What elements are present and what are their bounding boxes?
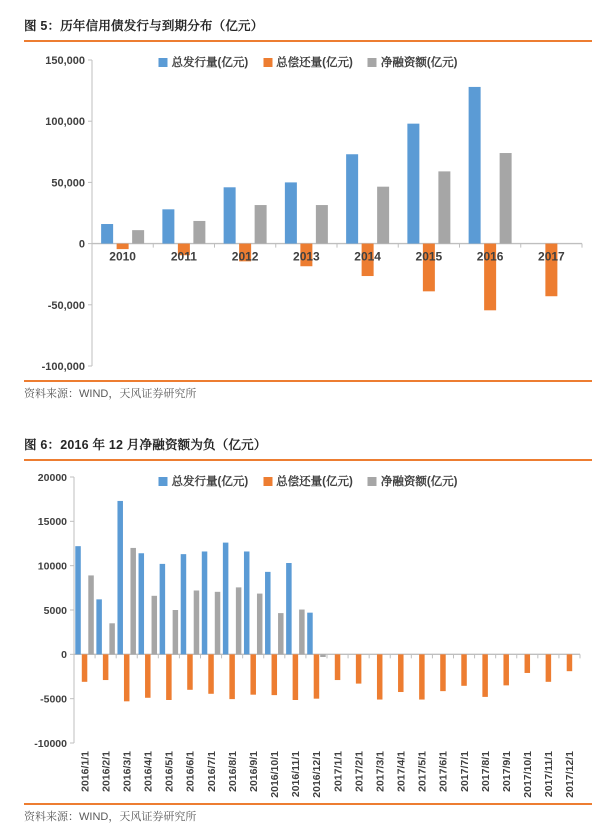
bar	[546, 655, 552, 682]
x-category-label: 2017/7/1	[458, 751, 471, 793]
x-category-label: 2016/10/1	[269, 751, 282, 799]
y-tick-label: 0	[61, 649, 67, 662]
bar	[377, 655, 383, 700]
bar	[124, 655, 130, 702]
legend-label-issuance: 总发行量(亿元)	[171, 57, 249, 69]
legend-label-repayment: 总偿还量(亿元)	[276, 476, 353, 489]
legend-swatch-issuance	[158, 58, 167, 67]
legend-item-net	[368, 58, 458, 70]
bar	[166, 655, 172, 701]
bar	[224, 187, 236, 243]
x-category-label: 2013	[293, 249, 320, 264]
y-tick-label: -10000	[34, 738, 67, 751]
legend-label-issuance: 总发行量(亿元)	[171, 476, 249, 489]
bar	[307, 613, 313, 655]
bar	[109, 624, 115, 655]
x-category-label: 2017	[538, 249, 565, 264]
bar	[130, 548, 136, 654]
figure-6-source-rule	[24, 803, 592, 805]
bar	[265, 572, 271, 654]
bar	[88, 576, 94, 655]
bar	[75, 546, 81, 654]
bar	[299, 610, 305, 655]
x-category-label: 2014	[354, 249, 381, 264]
bar	[202, 552, 208, 655]
y-tick-label: 10000	[37, 560, 67, 573]
x-category-label: 2016/9/1	[247, 751, 260, 793]
bar	[461, 655, 467, 686]
bar	[377, 187, 389, 244]
bar	[101, 224, 113, 244]
bar	[145, 655, 151, 698]
x-category-label: 2016/3/1	[121, 751, 134, 793]
x-category-label: 2016/2/1	[100, 751, 113, 793]
x-category-label: 2010	[109, 249, 136, 264]
figure-5	[24, 16, 592, 401]
bar	[314, 655, 320, 699]
bar	[346, 154, 358, 243]
bar	[500, 153, 512, 244]
figure-5-source: 资料来源：WIND，天风证券研究所	[24, 388, 197, 400]
legend-label-net: 净融资额(亿元)	[380, 476, 458, 489]
figure-5-chart-area	[24, 46, 592, 378]
x-category-label: 2017/4/1	[395, 751, 408, 793]
x-category-label: 2017/11/1	[543, 751, 556, 798]
x-category-label: 2016/6/1	[184, 751, 197, 793]
bar	[272, 655, 278, 696]
figure-6-title: 图 6：2016 年 12 月净融资额为负（亿元）	[24, 438, 267, 453]
legend-swatch-repayment	[263, 477, 272, 486]
bar	[193, 221, 205, 244]
figure-5-title: 图 5：历年信用债发行与到期分布（亿元）	[24, 19, 264, 33]
bar	[208, 655, 214, 694]
figure-5-title-rule	[24, 40, 592, 42]
bar	[215, 592, 221, 655]
bar	[285, 182, 297, 243]
x-category-label: 2016	[476, 249, 504, 264]
x-category-label: 2016/1/1	[79, 751, 92, 793]
bar	[286, 563, 292, 654]
y-tick-label: 5000	[43, 605, 67, 618]
bar	[117, 501, 123, 654]
bar	[419, 655, 425, 700]
y-tick-label: 100,000	[45, 116, 85, 129]
bar	[438, 171, 450, 243]
bar	[482, 655, 488, 698]
x-category-label: 2012	[231, 249, 259, 264]
x-category-label: 2016/11/1	[290, 751, 303, 798]
x-category-label: 2017/1/1	[332, 751, 345, 793]
bar	[160, 564, 166, 654]
legend-item-issuance	[158, 58, 248, 70]
figure-6	[24, 435, 592, 824]
bar	[278, 613, 284, 654]
bar	[229, 655, 235, 700]
x-category-label: 2017/12/1	[564, 751, 577, 799]
legend-item-repayment	[263, 477, 353, 489]
bar	[162, 209, 174, 243]
y-tick-label: -50,000	[47, 299, 85, 312]
bar	[117, 244, 129, 250]
x-category-label: 2017/6/1	[437, 751, 450, 793]
bar	[356, 655, 362, 684]
bar	[335, 655, 341, 681]
legend-item-net	[368, 477, 458, 489]
bar	[293, 655, 299, 701]
x-category-label: 2017/10/1	[522, 751, 535, 799]
bar	[440, 655, 446, 692]
figure-6-source: 资料来源：WIND，天风证券研究所	[24, 811, 197, 824]
bar	[469, 87, 481, 244]
figure-6-chart-area	[24, 465, 592, 801]
bar	[316, 205, 328, 244]
bar	[139, 554, 145, 655]
bar	[152, 596, 158, 655]
bar	[250, 655, 256, 695]
y-tick-label: 20000	[37, 472, 67, 485]
x-category-label: 2016/12/1	[311, 751, 324, 799]
y-tick-label: 150,000	[45, 54, 85, 67]
bar	[255, 205, 267, 244]
bar	[525, 655, 531, 674]
legend-swatch-repayment	[263, 58, 272, 67]
x-category-label: 2016/4/1	[142, 751, 155, 793]
bar	[320, 655, 326, 658]
bar	[223, 543, 229, 655]
bar	[407, 124, 419, 244]
bar	[132, 230, 144, 243]
bar	[82, 655, 88, 682]
bar	[103, 655, 109, 681]
x-category-label: 2017/3/1	[374, 751, 387, 793]
y-tick-label: 0	[78, 238, 85, 251]
bar	[194, 591, 200, 655]
y-tick-label: 50,000	[51, 177, 85, 190]
legend-item-issuance	[158, 477, 248, 489]
x-category-label: 2017/5/1	[416, 751, 429, 793]
bar	[398, 655, 404, 693]
figure-5-source-rule	[24, 380, 592, 382]
y-tick-label: 15000	[37, 516, 67, 529]
figure-6-title-rule	[24, 459, 592, 461]
legend-swatch-issuance	[158, 477, 167, 486]
legend-label-repayment: 总偿还量(亿元)	[276, 57, 353, 69]
x-category-label: 2015	[415, 249, 443, 264]
x-category-label: 2016/7/1	[205, 751, 218, 793]
legend-item-repayment	[263, 58, 353, 70]
x-category-label: 2011	[170, 249, 197, 264]
x-category-label: 2017/9/1	[500, 751, 513, 793]
y-tick-label: -5000	[40, 693, 67, 706]
bar	[96, 600, 102, 655]
x-category-label: 2016/5/1	[163, 751, 176, 793]
monthly-bond-bar-chart	[24, 465, 594, 801]
bar	[236, 588, 242, 655]
bar	[244, 552, 250, 655]
figure-5-legend	[158, 58, 457, 70]
bar	[173, 610, 179, 654]
bar	[187, 655, 193, 690]
bar	[567, 655, 573, 672]
legend-label-net: 净融资额(亿元)	[380, 57, 458, 69]
x-category-label: 2017/2/1	[353, 751, 366, 793]
bar	[257, 594, 263, 655]
bar	[503, 655, 509, 686]
y-tick-label: -100,000	[41, 360, 85, 373]
x-category-label: 2017/8/1	[479, 751, 492, 793]
legend-swatch-net	[368, 477, 377, 486]
annual-bond-bar-chart	[24, 46, 594, 378]
figure-6-legend	[158, 477, 457, 489]
x-category-label: 2016/8/1	[226, 751, 239, 793]
legend-swatch-net	[368, 58, 377, 67]
bar	[181, 554, 187, 654]
